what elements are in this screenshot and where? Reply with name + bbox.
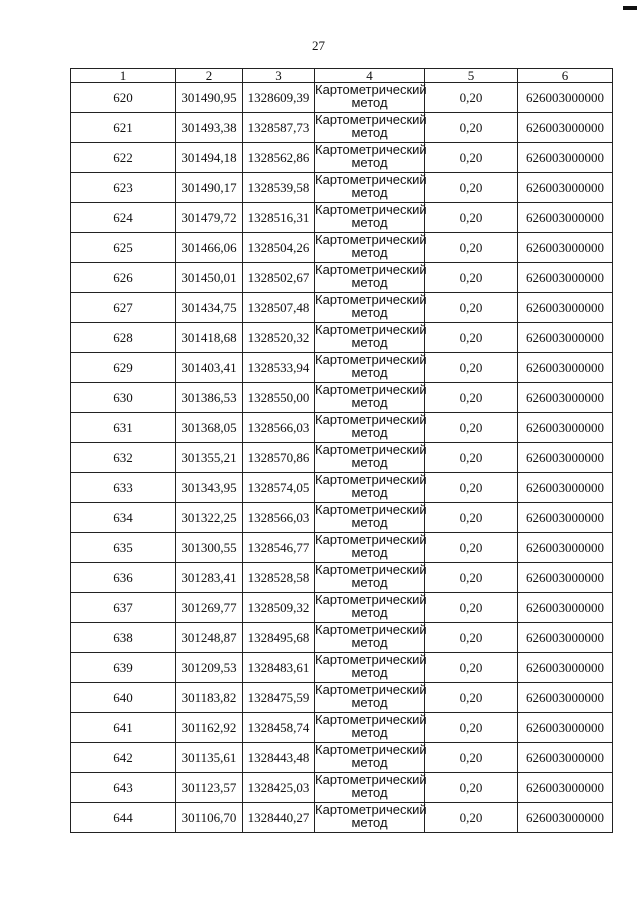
x-coordinate-cell: 301490,95 <box>176 83 243 113</box>
method-label-line1: Картометрический <box>315 112 427 127</box>
method-label-line2: метод <box>351 755 388 770</box>
method-label-line2: метод <box>351 725 388 740</box>
code-cell: 626003000000 <box>518 593 613 623</box>
method-label-line2: метод <box>351 275 388 290</box>
table-row <box>71 533 613 563</box>
point-number-cell: 628 <box>71 323 176 353</box>
code-cell: 626003000000 <box>518 353 613 383</box>
method-label-line2: метод <box>351 455 388 470</box>
point-number-cell: 627 <box>71 293 176 323</box>
method-label-line1: Картометрический <box>315 262 427 277</box>
method-cell <box>315 623 425 653</box>
x-coordinate-cell: 301386,53 <box>176 383 243 413</box>
code-cell: 626003000000 <box>518 173 613 203</box>
x-coordinate-cell: 301403,41 <box>176 353 243 383</box>
x-coordinate-cell: 301466,06 <box>176 233 243 263</box>
table-row <box>71 473 613 503</box>
accuracy-cell: 0,20 <box>425 683 518 713</box>
point-number-cell: 634 <box>71 503 176 533</box>
point-number-cell: 629 <box>71 353 176 383</box>
method-label-line1: Картометрический <box>315 472 427 487</box>
y-coordinate-cell: 1328566,03 <box>243 503 315 533</box>
table-row <box>71 263 613 293</box>
method-label-line1: Картометрический <box>315 682 427 697</box>
table-header-row <box>71 69 613 83</box>
method-label-line1: Картометрический <box>315 172 427 187</box>
x-coordinate-cell: 301248,87 <box>176 623 243 653</box>
accuracy-cell: 0,20 <box>425 593 518 623</box>
y-coordinate-cell: 1328425,03 <box>243 773 315 803</box>
column-header: 2 <box>176 69 243 83</box>
code-cell: 626003000000 <box>518 683 613 713</box>
accuracy-cell: 0,20 <box>425 803 518 833</box>
method-label-line1: Картометрический <box>315 202 427 217</box>
method-label-line2: метод <box>351 185 388 200</box>
accuracy-cell: 0,20 <box>425 203 518 233</box>
method-label-line1: Картометрический <box>315 652 427 667</box>
table-row <box>71 773 613 803</box>
table-row <box>71 503 613 533</box>
table-row <box>71 83 613 113</box>
table-row <box>71 653 613 683</box>
table-row <box>71 743 613 773</box>
point-number-cell: 632 <box>71 443 176 473</box>
x-coordinate-cell: 301135,61 <box>176 743 243 773</box>
y-coordinate-cell: 1328587,73 <box>243 113 315 143</box>
table-row <box>71 173 613 203</box>
method-label-line2: метод <box>351 485 388 500</box>
code-cell: 626003000000 <box>518 743 613 773</box>
code-cell: 626003000000 <box>518 203 613 233</box>
code-cell: 626003000000 <box>518 623 613 653</box>
code-cell: 626003000000 <box>518 323 613 353</box>
method-cell <box>315 173 425 203</box>
method-cell <box>315 533 425 563</box>
y-coordinate-cell: 1328440,27 <box>243 803 315 833</box>
table-row <box>71 233 613 263</box>
x-coordinate-cell: 301106,70 <box>176 803 243 833</box>
table-row <box>71 113 613 143</box>
point-number-cell: 620 <box>71 83 176 113</box>
x-coordinate-cell: 301343,95 <box>176 473 243 503</box>
y-coordinate-cell: 1328502,67 <box>243 263 315 293</box>
x-coordinate-cell: 301493,38 <box>176 113 243 143</box>
method-label-line2: метод <box>351 635 388 650</box>
y-coordinate-cell: 1328509,32 <box>243 593 315 623</box>
y-coordinate-cell: 1328458,74 <box>243 713 315 743</box>
table-row <box>71 803 613 833</box>
code-cell: 626003000000 <box>518 143 613 173</box>
method-cell <box>315 323 425 353</box>
method-label-line2: метод <box>351 305 388 320</box>
accuracy-cell: 0,20 <box>425 233 518 263</box>
method-label-line2: метод <box>351 215 388 230</box>
table-row <box>71 383 613 413</box>
code-cell: 626003000000 <box>518 413 613 443</box>
coordinates-table <box>70 68 613 833</box>
x-coordinate-cell: 301322,25 <box>176 503 243 533</box>
table-row <box>71 353 613 383</box>
point-number-cell: 626 <box>71 263 176 293</box>
code-cell: 626003000000 <box>518 533 613 563</box>
y-coordinate-cell: 1328507,48 <box>243 293 315 323</box>
table-row <box>71 143 613 173</box>
y-coordinate-cell: 1328495,68 <box>243 623 315 653</box>
y-coordinate-cell: 1328528,58 <box>243 563 315 593</box>
method-label-line2: метод <box>351 365 388 380</box>
accuracy-cell: 0,20 <box>425 533 518 563</box>
x-coordinate-cell: 301368,05 <box>176 413 243 443</box>
method-label-line2: метод <box>351 575 388 590</box>
accuracy-cell: 0,20 <box>425 713 518 743</box>
page-number: 27 <box>312 38 325 53</box>
y-coordinate-cell: 1328546,77 <box>243 533 315 563</box>
corner-mark <box>623 6 637 10</box>
point-number-cell: 636 <box>71 563 176 593</box>
method-cell <box>315 683 425 713</box>
accuracy-cell: 0,20 <box>425 293 518 323</box>
code-cell: 626003000000 <box>518 713 613 743</box>
code-cell: 626003000000 <box>518 113 613 143</box>
point-number-cell: 633 <box>71 473 176 503</box>
y-coordinate-cell: 1328539,58 <box>243 173 315 203</box>
method-label-line2: метод <box>351 545 388 560</box>
method-label-line2: метод <box>351 695 388 710</box>
accuracy-cell: 0,20 <box>425 623 518 653</box>
method-cell <box>315 383 425 413</box>
code-cell: 626003000000 <box>518 473 613 503</box>
y-coordinate-cell: 1328570,86 <box>243 443 315 473</box>
method-cell <box>315 773 425 803</box>
table-row <box>71 413 613 443</box>
accuracy-cell: 0,20 <box>425 83 518 113</box>
x-coordinate-cell: 301418,68 <box>176 323 243 353</box>
method-label-line1: Картометрический <box>315 592 427 607</box>
table-row <box>71 323 613 353</box>
column-header: 4 <box>315 69 425 83</box>
point-number-cell: 622 <box>71 143 176 173</box>
method-label-line1: Картометрический <box>315 232 427 247</box>
table-row <box>71 623 613 653</box>
method-cell <box>315 803 425 833</box>
accuracy-cell: 0,20 <box>425 173 518 203</box>
method-label-line1: Картометрический <box>315 292 427 307</box>
code-cell: 626003000000 <box>518 83 613 113</box>
accuracy-cell: 0,20 <box>425 263 518 293</box>
method-cell <box>315 293 425 323</box>
table-body <box>71 83 613 833</box>
method-label-line1: Картометрический <box>315 532 427 547</box>
y-coordinate-cell: 1328609,39 <box>243 83 315 113</box>
accuracy-cell: 0,20 <box>425 503 518 533</box>
x-coordinate-cell: 301269,77 <box>176 593 243 623</box>
method-label-line2: метод <box>351 335 388 350</box>
y-coordinate-cell: 1328574,05 <box>243 473 315 503</box>
accuracy-cell: 0,20 <box>425 563 518 593</box>
accuracy-cell: 0,20 <box>425 353 518 383</box>
table-row <box>71 443 613 473</box>
method-label-line2: метод <box>351 95 388 110</box>
method-cell <box>315 233 425 263</box>
method-label-line1: Картометрический <box>315 502 427 517</box>
y-coordinate-cell: 1328550,00 <box>243 383 315 413</box>
table-row <box>71 293 613 323</box>
code-cell: 626003000000 <box>518 773 613 803</box>
method-label-line1: Картометрический <box>315 742 427 757</box>
point-number-cell: 641 <box>71 713 176 743</box>
method-label-line1: Картометрический <box>315 802 427 817</box>
method-label-line2: метод <box>351 605 388 620</box>
method-label-line1: Картометрический <box>315 82 427 97</box>
method-label-line1: Картометрический <box>315 322 427 337</box>
code-cell: 626003000000 <box>518 293 613 323</box>
method-label-line1: Картометрический <box>315 412 427 427</box>
table-row <box>71 713 613 743</box>
method-label-line1: Картометрический <box>315 382 427 397</box>
y-coordinate-cell: 1328533,94 <box>243 353 315 383</box>
x-coordinate-cell: 301300,55 <box>176 533 243 563</box>
x-coordinate-cell: 301209,53 <box>176 653 243 683</box>
method-cell <box>315 713 425 743</box>
point-number-cell: 630 <box>71 383 176 413</box>
method-cell <box>315 113 425 143</box>
method-cell <box>315 83 425 113</box>
y-coordinate-cell: 1328475,59 <box>243 683 315 713</box>
point-number-cell: 637 <box>71 593 176 623</box>
method-cell <box>315 413 425 443</box>
point-number-cell: 640 <box>71 683 176 713</box>
method-label-line2: метод <box>351 425 388 440</box>
code-cell: 626003000000 <box>518 503 613 533</box>
x-coordinate-cell: 301283,41 <box>176 563 243 593</box>
method-label-line1: Картометрический <box>315 442 427 457</box>
point-number-cell: 631 <box>71 413 176 443</box>
table-row <box>71 593 613 623</box>
accuracy-cell: 0,20 <box>425 473 518 503</box>
accuracy-cell: 0,20 <box>425 413 518 443</box>
point-number-cell: 635 <box>71 533 176 563</box>
point-number-cell: 643 <box>71 773 176 803</box>
x-coordinate-cell: 301434,75 <box>176 293 243 323</box>
y-coordinate-cell: 1328483,61 <box>243 653 315 683</box>
method-cell <box>315 743 425 773</box>
column-header: 5 <box>425 69 518 83</box>
x-coordinate-cell: 301494,18 <box>176 143 243 173</box>
method-cell <box>315 593 425 623</box>
y-coordinate-cell: 1328443,48 <box>243 743 315 773</box>
method-label-line1: Картометрический <box>315 772 427 787</box>
method-cell <box>315 353 425 383</box>
code-cell: 626003000000 <box>518 563 613 593</box>
point-number-cell: 621 <box>71 113 176 143</box>
accuracy-cell: 0,20 <box>425 323 518 353</box>
point-number-cell: 624 <box>71 203 176 233</box>
x-coordinate-cell: 301162,92 <box>176 713 243 743</box>
accuracy-cell: 0,20 <box>425 743 518 773</box>
y-coordinate-cell: 1328504,26 <box>243 233 315 263</box>
y-coordinate-cell: 1328520,32 <box>243 323 315 353</box>
code-cell: 626003000000 <box>518 803 613 833</box>
x-coordinate-cell: 301355,21 <box>176 443 243 473</box>
method-label-line2: метод <box>351 515 388 530</box>
method-label-line1: Картометрический <box>315 712 427 727</box>
method-label-line2: метод <box>351 125 388 140</box>
code-cell: 626003000000 <box>518 233 613 263</box>
column-header: 3 <box>243 69 315 83</box>
accuracy-cell: 0,20 <box>425 143 518 173</box>
method-cell <box>315 503 425 533</box>
table-row <box>71 563 613 593</box>
accuracy-cell: 0,20 <box>425 383 518 413</box>
method-label-line2: метод <box>351 815 388 830</box>
method-label-line2: метод <box>351 155 388 170</box>
code-cell: 626003000000 <box>518 653 613 683</box>
point-number-cell: 644 <box>71 803 176 833</box>
method-cell <box>315 203 425 233</box>
x-coordinate-cell: 301123,57 <box>176 773 243 803</box>
code-cell: 626003000000 <box>518 263 613 293</box>
accuracy-cell: 0,20 <box>425 653 518 683</box>
x-coordinate-cell: 301479,72 <box>176 203 243 233</box>
table-row <box>71 203 613 233</box>
method-label-line1: Картометрический <box>315 622 427 637</box>
point-number-cell: 623 <box>71 173 176 203</box>
method-label-line2: метод <box>351 665 388 680</box>
method-cell <box>315 443 425 473</box>
column-header: 1 <box>71 69 176 83</box>
point-number-cell: 625 <box>71 233 176 263</box>
accuracy-cell: 0,20 <box>425 773 518 803</box>
method-cell <box>315 653 425 683</box>
y-coordinate-cell: 1328516,31 <box>243 203 315 233</box>
code-cell: 626003000000 <box>518 443 613 473</box>
method-label-line2: метод <box>351 395 388 410</box>
table-row <box>71 683 613 713</box>
method-label-line1: Картометрический <box>315 142 427 157</box>
y-coordinate-cell: 1328562,86 <box>243 143 315 173</box>
y-coordinate-cell: 1328566,03 <box>243 413 315 443</box>
method-label-line1: Картометрический <box>315 562 427 577</box>
point-number-cell: 639 <box>71 653 176 683</box>
x-coordinate-cell: 301183,82 <box>176 683 243 713</box>
point-number-cell: 638 <box>71 623 176 653</box>
x-coordinate-cell: 301450,01 <box>176 263 243 293</box>
code-cell: 626003000000 <box>518 383 613 413</box>
method-cell <box>315 263 425 293</box>
accuracy-cell: 0,20 <box>425 113 518 143</box>
point-number-cell: 642 <box>71 743 176 773</box>
method-label-line1: Картометрический <box>315 352 427 367</box>
method-cell <box>315 563 425 593</box>
method-label-line2: метод <box>351 245 388 260</box>
method-cell <box>315 473 425 503</box>
method-label-line2: метод <box>351 785 388 800</box>
method-cell <box>315 143 425 173</box>
x-coordinate-cell: 301490,17 <box>176 173 243 203</box>
accuracy-cell: 0,20 <box>425 443 518 473</box>
column-header: 6 <box>518 69 613 83</box>
